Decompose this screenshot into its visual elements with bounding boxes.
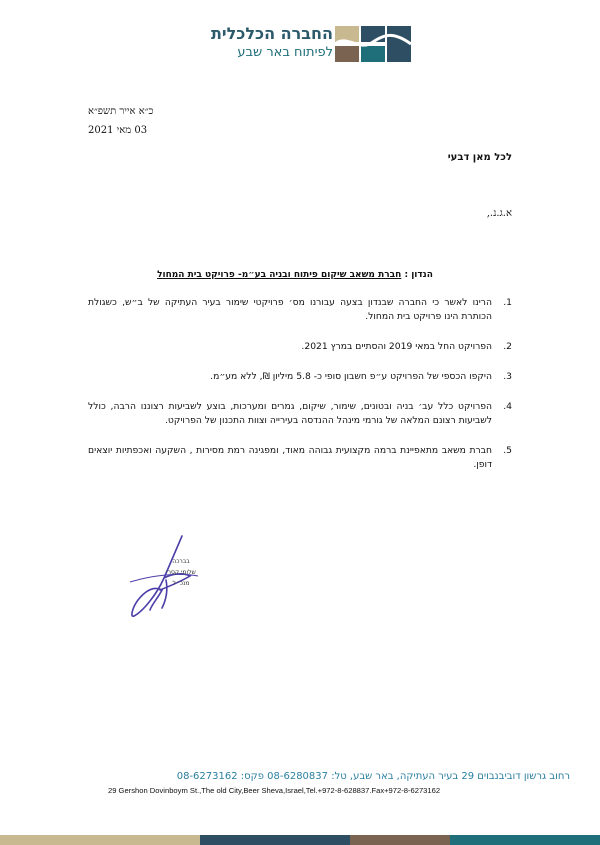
greeting: א.ג.נ., [486, 208, 512, 219]
bar-segment [0, 835, 200, 845]
subject-line [140, 270, 450, 280]
footer-address-english: 29 Gershon Dovinboym St.,The old City,Beer Sheva,Israel,Tel.+972-8-628837.Fax+972-8-6273162 [108, 786, 441, 795]
item-number: 5. [503, 445, 512, 456]
date-gregorian: 03 מאי 2021 [88, 125, 148, 136]
item-text: היקפו הכספי של הפרויקט ע״פ חשבון סופי כ- 5.8 מיליון ₪, ללא מע״מ. [210, 371, 492, 382]
item-number: 2. [503, 341, 512, 352]
list-item [88, 340, 512, 354]
logo-text [193, 24, 333, 62]
signature-block [120, 520, 230, 620]
item-text: הפרויקט החל במאי 2019 והסתיים במרץ 2021. [301, 341, 492, 352]
bar-segment [200, 835, 350, 845]
signer-title: מנכ״ל [172, 580, 190, 587]
logo-company-subtitle: לפיתוח באר שבע [237, 45, 333, 60]
subject-text: חברת משאב שיקום פיתוח ובניה בע״מ- פרויקט בית המחול [157, 270, 402, 280]
addressee: לכל מאן דבעי [447, 152, 512, 163]
list-item [88, 444, 512, 472]
list-item [88, 370, 512, 384]
item-text: הפרויקט כלל עב׳ בניה ובטונים, שימור, שיקום, גמרים ומערכות, בוצע לשביעות רצוננו הרבה, כולל לשביעות רצונם המלאה של גורמי מינהל ההנדסה בעירייה וצוות התכנון של הפרויקט. [88, 401, 492, 426]
signer-name: שלומי קסרי [166, 569, 196, 576]
subject-prefix: הנדון : [404, 270, 433, 280]
logo-company-name: החברה הכלכלית [210, 24, 333, 43]
list-item [88, 400, 512, 428]
item-text: הרינו לאשר כי החברה שבנדון בצעה עבורנו מס׳ פרויקטי שימור בעיר העתיקה של ב״ש, כשגולת הכותרת הינו פרויקט בית המחול. [88, 297, 492, 322]
bar-segment [450, 835, 600, 845]
logo-mark-icon [335, 22, 415, 68]
closing: בברכה [172, 558, 190, 565]
item-text: חברת משאב מתאפיינת ברמה מקצועית גבוהה מאוד, ומפגינה רמת מסירות , השקעה ואכפתיות יוצאים דופן. [88, 445, 492, 470]
item-number: 3. [503, 371, 512, 382]
list-item [88, 296, 512, 324]
letter-body [88, 296, 512, 472]
signature-text [160, 556, 202, 589]
footer-address-hebrew: רחוב גרשון דוביבנבוים 29 בעיר העתיקה, באר שבע, טל: 08-6280837 פקס: 08-6273162 [176, 771, 570, 782]
bar-segment [350, 835, 450, 845]
date-hebrew: כ״א אייר תשפ״א [88, 106, 154, 117]
item-number: 4. [503, 401, 512, 412]
company-logo [210, 22, 415, 68]
footer-color-bar [0, 835, 600, 845]
item-number: 1. [503, 297, 512, 308]
